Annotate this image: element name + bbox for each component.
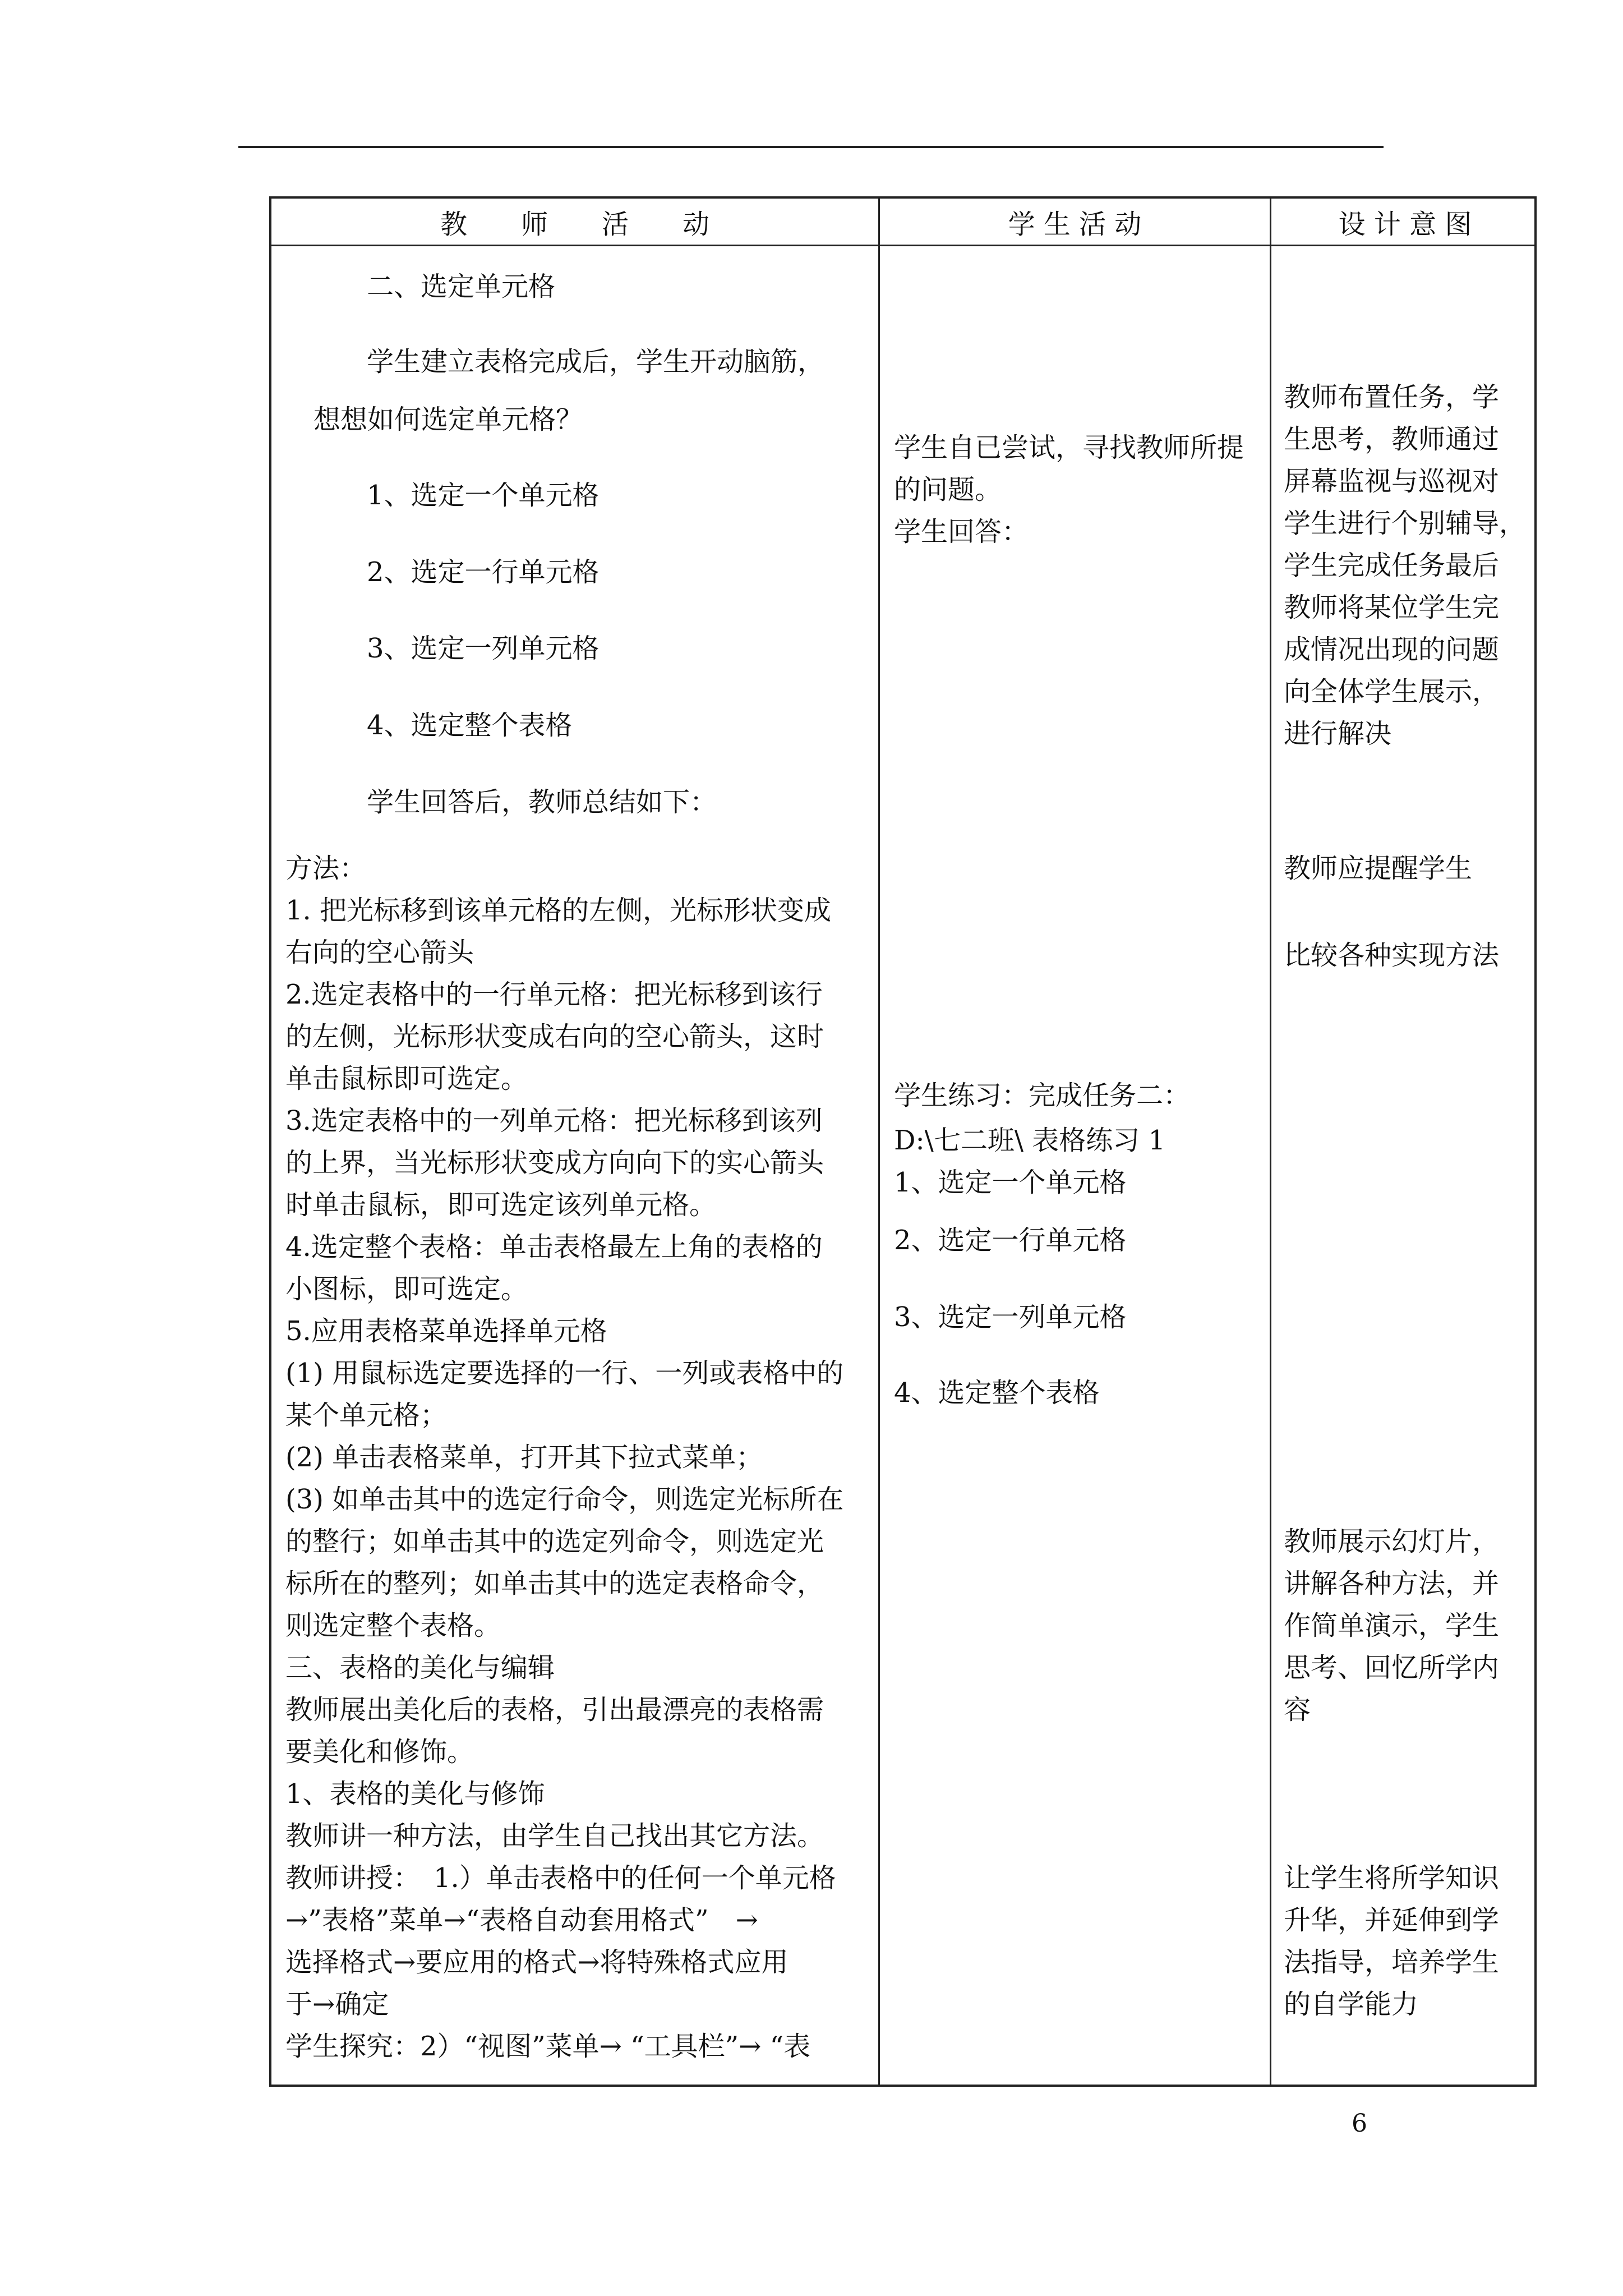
text-line: 5.应用表格菜单选择单元格: [285, 1315, 607, 1347]
text-line: 2.选定表格中的一行单元格：把光标移到该行: [285, 979, 823, 1010]
header-design-intent: 设 计 意 图: [1338, 208, 1472, 240]
text-line: (3) 如单击其中的选定行命令，则选定光标所在: [285, 1484, 844, 1515]
text-line: 右向的空心箭头: [285, 937, 474, 968]
text-line: 3、选定一列单元格: [367, 633, 600, 664]
text-line: 比较各种实现方法: [1284, 940, 1500, 971]
text-line: 的问题。: [894, 474, 1002, 505]
text-line: 学生进行个别辅导，: [1284, 508, 1527, 539]
text-line: D:\七二班\ 表格练习 1: [894, 1125, 1166, 1156]
text-line: 思考、回忆所学内: [1284, 1652, 1500, 1683]
text-line: 时单击鼠标，即可选定该列单元格。: [285, 1189, 717, 1221]
text-line: 学生探究：2）“视图”菜单→ “工具栏”→ “表: [285, 2031, 811, 2062]
text-line: 教师展示幻灯片，: [1284, 1526, 1500, 1557]
text-line: →”表格”菜单→“表格自动套用格式” →: [285, 1904, 758, 1936]
text-line: 学生练习：完成任务二：: [894, 1080, 1191, 1111]
text-line: 小图标，即可选定。: [285, 1273, 528, 1305]
text-line: 4.选定整个表格：单击表格最左上角的表格的: [285, 1231, 823, 1263]
text-line: 1、选定一个单元格: [894, 1167, 1127, 1198]
text-line: 的自学能力: [1284, 1989, 1419, 2020]
header-student-activity: 学 生 活 动: [1008, 208, 1142, 240]
text-line: 4、选定整个表格: [894, 1377, 1100, 1409]
text-line: 于→确定: [285, 1989, 389, 2020]
text-line: 方法：: [285, 853, 367, 884]
text-line: 2、选定一行单元格: [367, 556, 600, 588]
text-line: 容: [1284, 1694, 1311, 1726]
text-line: 法指导，培养学生: [1284, 1947, 1500, 1978]
text-line: 学生回答后，教师总结如下：: [367, 786, 717, 818]
lesson-table: [269, 196, 1537, 2087]
text-line: 选择格式→要应用的格式→将特殊格式应用: [285, 1947, 789, 1978]
page-number: 6: [1352, 2109, 1367, 2138]
text-line: 某个单元格；: [285, 1400, 448, 1431]
text-line: 的上界，当光标形状变成方向向下的实心箭头: [285, 1147, 824, 1179]
text-line: 1. 把光标移到该单元格的左侧，光标形状变成: [285, 895, 832, 926]
text-line: 让学生将所学知识: [1284, 1862, 1500, 1894]
text-line: 教师应提醒学生: [1284, 853, 1473, 884]
text-line: 教师展出美化后的表格，引出最漂亮的表格需: [285, 1694, 824, 1726]
text-line: 成情况出现的问题: [1284, 634, 1500, 665]
text-line: 进行解决: [1284, 718, 1392, 749]
text-line: 4、选定整个表格: [367, 710, 573, 741]
text-line: 教师讲授： 1.）单击表格中的任何一个单元格: [285, 1862, 836, 1894]
column-divider: [1270, 199, 1271, 2085]
text-line: 二、选定单元格: [367, 271, 556, 302]
header-teacher-activity: 教 师 活 动: [440, 208, 709, 240]
text-line: 的左侧，光标形状变成右向的空心箭头，这时: [285, 1021, 824, 1052]
text-line: (1) 用鼠标选定要选择的一行、一列或表格中的: [285, 1358, 844, 1389]
text-line: 生思考，教师通过: [1284, 424, 1500, 455]
text-line: 则选定整个表格。: [285, 1610, 501, 1641]
text-line: 教师讲一种方法，由学生自己找出其它方法。: [285, 1820, 824, 1852]
column-divider: [878, 199, 880, 2085]
text-line: 三、表格的美化与编辑: [285, 1652, 555, 1683]
text-line: 教师布置任务，学: [1284, 381, 1500, 413]
text-line: 3、选定一列单元格: [894, 1301, 1127, 1333]
text-line: 升华，并延伸到学: [1284, 1904, 1500, 1936]
text-line: 想想如何选定单元格？: [313, 404, 583, 435]
text-line: 的整行；如单击其中的选定列命令，则选定光: [285, 1526, 824, 1557]
text-line: 3.选定表格中的一列单元格：把光标移到该列: [285, 1105, 823, 1137]
text-line: 屏幕监视与巡视对: [1284, 466, 1500, 497]
text-line: 学生自已尝试，寻找教师所提: [894, 432, 1244, 463]
text-line: (2) 单击表格菜单，打开其下拉式菜单；: [285, 1442, 763, 1473]
text-line: 要美化和修饰。: [285, 1736, 474, 1768]
text-line: 讲解各种方法，并: [1284, 1568, 1500, 1599]
text-line: 1、表格的美化与修饰: [285, 1778, 545, 1810]
text-line: 作简单演示，学生: [1284, 1610, 1500, 1641]
header-divider: [271, 245, 1534, 246]
text-line: 学生完成任务最后: [1284, 550, 1500, 581]
header-rule: [238, 146, 1384, 148]
text-line: 向全体学生展示，: [1284, 676, 1500, 707]
text-line: 2、选定一行单元格: [894, 1225, 1127, 1256]
text-line: 教师将某位学生完: [1284, 592, 1500, 623]
text-line: 单击鼠标即可选定。: [285, 1063, 528, 1094]
text-line: 1、选定一个单元格: [367, 480, 600, 511]
text-line: 学生建立表格完成后，学生开动脑筋，: [367, 346, 825, 378]
text-line: 学生回答：: [894, 516, 1029, 547]
text-line: 标所在的整列；如单击其中的选定表格命令，: [285, 1568, 824, 1599]
